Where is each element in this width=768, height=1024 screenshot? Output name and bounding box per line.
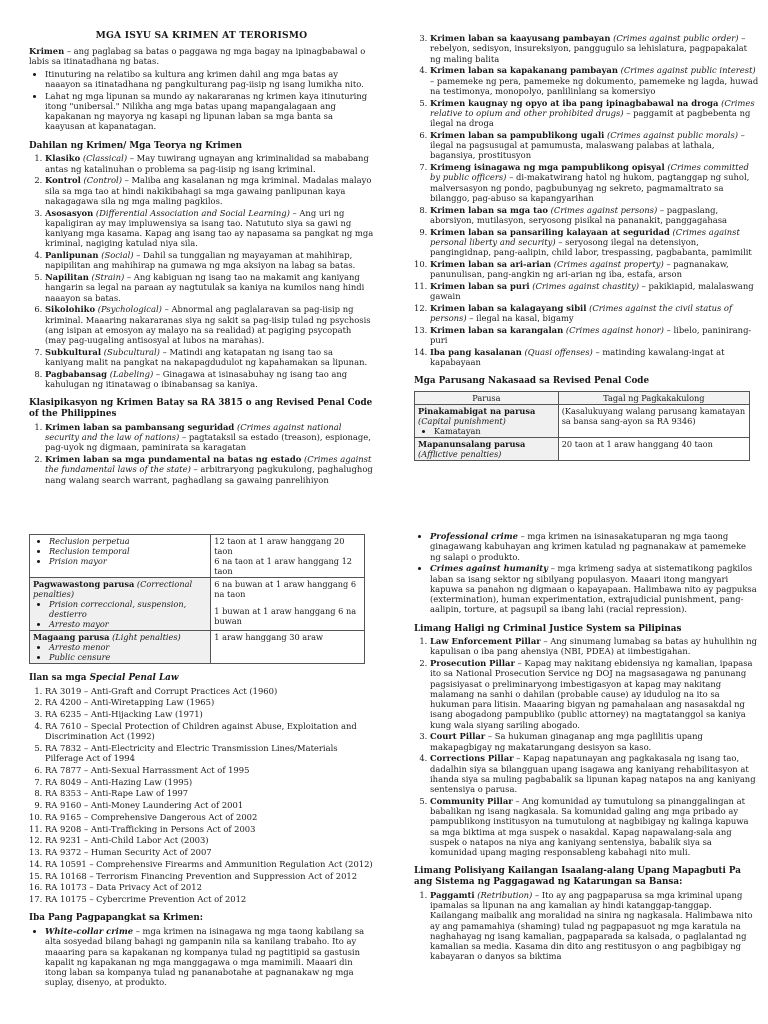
section-heading-klasipikasyon: Klasipikasyon ng Krimen Batay sa RA 3815 o ang Revised Penal Code of the Philippines (29, 398, 373, 420)
list-item: 5. Community Pillar – Ang komunidad ay tumutulong sa pinanggalingan at babalikan ng isang nagkasala. Sa komunidad galing ang mga pribado ay pampublikong institusyon na tumutulong at nagbibigay ng kalinga kapuwa sa mga biktima at mga suspek o nasakdal. Kapag napawalang-sala ang suspek o natapos na niya ang kaniyang sentensiya, babalik siya sa komunidad upang maging responsableng kabahagi nito muli. (430, 796, 759, 858)
list-item: • Arresto mayor (49, 619, 207, 629)
teorya-list (29, 153, 374, 389)
list-item: 10. RA 9165 – Comprehensive Dangerous Act of 2002 (45, 812, 374, 822)
list-item: 11. RA 9208 – Anti-Trafficking in Persons Act of 2003 (45, 824, 374, 834)
column-header: Tagal ng Pagkakakulong (558, 391, 749, 404)
list-item: • Crimes against humanity – mga krimeng sadya at sistematikong pagkilos laban sa isang sektor ng sibilyang populasyon. Maaari itong mangyari kapuwa sa panahon ng digmaan o kapayapaan. Halimbawa nito ay pagpuksa (extermination), human experimentation, extrajudicial punishment, pang-aalipin, torture, at pagsupil sa ibang lahi (racial repression). (430, 563, 759, 614)
table-row: Pinakamabigat na parusa (Capital punishment) • Kamatayan (Kasalukuyang walang parusang kamatayan sa bansa sang-ayon sa RA 9346) (415, 404, 750, 437)
special-penal-law-list (29, 686, 374, 905)
table-row: Pagwawastong parusa (Correctional penalties) • Prision correccional, suspension, destierro • Arresto mayor 6 na buwan at 1 araw hanggang 6 na taon 1 buwan at 1 araw hanggang 6 na buwan (30, 578, 365, 631)
list-item: 16. RA 10173 – Data Privacy Act of 2012 (45, 882, 374, 892)
list-item: • Reclusion temporal (49, 546, 207, 556)
column-bottom-left (29, 530, 374, 990)
iba-pang-list-part1 (29, 926, 374, 988)
section-heading-pillars: Limang Haligi ng Criminal Justice System sa Pilipinas (414, 623, 682, 634)
table-row (30, 535, 365, 578)
list-item: • Kamatayan (434, 426, 555, 436)
list-item: • Prision mayor (49, 556, 207, 566)
polisiya-list (414, 890, 759, 962)
list-item: 4. Krimen laban sa kapakanang pambayan (Crimes against public interest) – pamemeke ng pera, pamemeke ng dokumento, pamemeke ng lagda, huwad na testimonya, monopolyo, panlilinlang sa komersiyo (430, 65, 759, 96)
table-cell: 20 taon at 1 araw hanggang 40 taon (558, 437, 749, 460)
table-cell: 1 buwan at 1 araw hanggang 6 na buwan (214, 606, 357, 626)
list-item: 14. RA 10591 – Comprehensive Firearms and Ammunition Regulation Act (2012) (45, 859, 374, 869)
list-item: 13. Krimen laban sa karangalan (Crimes against honor) – libelo, paninirang-puri (430, 325, 759, 346)
table-cell: 12 taon at 1 araw hanggang 20 taon (214, 536, 345, 556)
list-item: 1. Klasiko (Classical) – May tuwirang ugnayan ang kriminalidad sa mababang antas ng katalinuhan o problema sa pag-iisip ng isang kriminal. (45, 153, 374, 174)
list-item: 7. Krimeng isinagawa ng mga pampublikong opisyal (Crimes committed by public officers) – di-makatwirang hatol ng hukom, pagtanggap ng suhol, malversasyon ng pondo, pagbubunyag ng sekreto, pagmamaltrato sa bilanggo, pag-abuso sa kapangyarihan (430, 162, 759, 203)
list-item: • Prision correccional, suspension, destierro (49, 599, 207, 619)
table-row: Mapanunsalang parusa (Afflictive penalties) 20 taon at 1 araw hanggang 40 taon (415, 437, 750, 460)
list-item: 1. Law Enforcement Pillar – Ang sinumang lumabag sa batas ay huhulihin ng kapulisan o iba pang ahensiya (NBI, PDEA) at iimbestigahan. (430, 636, 759, 657)
list-item: • Itinuturing na relatibo sa kultura ang krimen dahil ang mga batas ay naaayon sa itinatadhana ng pangkulturang pag-iisip ng isang lumikha nito. (45, 69, 374, 90)
list-item: • Professional crime – mga krimen na isinasakatuparan ng mga taong ginagawang kabuhayan ang krimen katulad ng pagnanakaw at pamemeke ng salapi o produkto. (430, 531, 759, 562)
list-item: 3. RA 6235 – Anti-Hijacking Law (1971) (45, 709, 374, 719)
list-item: 11. Krimen laban sa puri (Crimes against chastity) – pakikiapid, malalaswang gawain (430, 281, 759, 302)
list-item: 15. RA 10168 – Terrorism Financing Prevention and Suppression Act of 2012 (45, 871, 374, 881)
list-item: 2. Kontrol (Control) – Maliba ang kasalanan ng mga kriminal. Madalas malayo sila sa mga tao at hindi nakikibahagi sa mga gawaing panlipunan kaya nakagagawa sila ng mga maling pagkilos. (45, 175, 374, 206)
column-top-right (414, 32, 759, 461)
section-heading-parusa: Mga Parusang Nakasaad sa Revised Penal Code (414, 376, 650, 387)
column-top-left (29, 30, 374, 487)
list-item: 4. Panlipunan (Social) – Dahil sa tunggalian ng mayayaman at mahihirap, napipilitan ang mahihirap na gumawa ng mga aksiyon na labag sa batas. (45, 250, 374, 271)
list-item: 2. Krimen laban sa mga pundamental na batas ng estado (Crimes against the fundamental laws of the state) – arbitraryong pagkukulong, paghalughog nang walang search warrant, paghadlang sa gawaing panrelihiyon (45, 454, 374, 485)
list-item: 3. Court Pillar – Sa hukuman ginaganap ang mga paglilitis upang makapagbigay ng makatarungang desisyon sa kaso. (430, 731, 759, 752)
penalty-table (414, 391, 750, 461)
list-item: 12. RA 9231 – Anti-Child Labor Act (2003) (45, 835, 374, 845)
list-item: 9. RA 9160 – Anti-Money Laundering Act of 2001 (45, 800, 374, 810)
list-item: 5. RA 7832 – Anti-Electricity and Electric Transmission Lines/Materials Pilferage Act of 1994 (45, 743, 374, 764)
page-title: MGA ISYU SA KRIMEN AT TERORISMO (95, 30, 308, 41)
penalty-table-continued (29, 534, 365, 664)
section-heading-teorya: Dahilan ng Krimen/ Mga Teorya ng Krimen (29, 140, 243, 151)
column-header: Parusa (415, 391, 559, 404)
list-item: 10. Krimen laban sa ari-arian (Crimes against property) – pagnanakaw, panunulisan, pang-angkin ng ari-arian ng iba, estafa, arson (430, 259, 759, 280)
list-item: 6. Sikolohiko (Psychological) – Abnormal ang paglalaravan sa pag-iisip ng kriminal. Maaaring nakararanas siya ng sakit sa pag-iisip tulad ng psychosis (ang isipan at emosyon ay malayo na sa realidad) at pagiging psycopath (may pag-uugaling antisosyal at lubos na marahas). (45, 304, 374, 345)
list-item: 8. RA 8353 – Anti-Rape Law of 1997 (45, 788, 374, 798)
table-header-row (415, 391, 750, 404)
list-item: 1. Paggamti (Retribution) – Ito ay ang pagpaparusa sa mga kriminal upang ipamalas sa lipunan na ang kamalian ay hindi katanggap-tanggap. Kailangang maibalik ang moralidad na sinira ng nagkasala. Halimbawa nito ay ang pamamahiya (shaming) tulad ng pagpapasuot ng mga karatula na naghahayag ng isang kamalian, pagpaparada sa kalsada, o paglalantad ng kamalian sa media. Kasama din dito ang restitusyon o ang pagbibigay ng kabayaran o danyos sa biktima (430, 890, 759, 962)
list-item: • Reclusion perpetua (49, 536, 207, 546)
list-item: 3. Asosasyon (Differential Association and Social Learning) – Ang uri ng kapaligiran ay may impluwensiya sa isang tao. Natututo siya sa gawi ng kaniyang mga kasama. Kapag ang isang tao ay napasama sa pangkat ng mga kriminal, nagiging katulad niya sila. (45, 208, 374, 249)
section-heading-polisiya: Limang Polisiyang Kailangan Isaalang-alang Upang Mapagbuti Pa ang Sistema ng Paggagawad ng Katarungan sa Bansa: (414, 866, 741, 888)
table-cell: 1 araw hanggang 30 araw (211, 631, 365, 664)
list-item: 1. Krimen laban sa pambansang seguridad (Crimes against national security and the law of nations) – pagtataksil sa estado (treason), espionage, pag-uyok ng digmaan, paminirata sa karagatan (45, 422, 374, 453)
klasipikasyon-list-part1 (29, 422, 374, 485)
section-heading-special-penal-law: Ilan sa mga Special Penal Law (29, 673, 179, 683)
list-item: 1. RA 3019 – Anti-Graft and Corrupt Practices Act (1960) (45, 686, 374, 696)
list-item: 5. Krimen kaugnay ng opyo at iba pang ipinagbabawal na droga (Crimes relative to opium and other prohibited drugs) – paggamit at pagbebenta ng ilegal na droga (430, 98, 759, 129)
list-item: 13. RA 9372 – Human Security Act of 2007 (45, 847, 374, 857)
list-item: 6. Krimen laban sa pampublikong ugali (Crimes against public morals) – ilegal na pagsusugal at pamumusta, malaswang palabas at lathala, bagansiya, prostitusyon (430, 130, 759, 161)
iba-pang-list-part2 (414, 531, 759, 615)
list-item: 8. Pagbabansag (Labeling) – Ginagawa at isinasabuhay ng isang tao ang kahulugan ng itinatawag o ibinabansag sa kaniya. (45, 369, 374, 390)
list-item: 17. RA 10175 – Cybercrime Prevention Act of 2012 (45, 894, 374, 904)
list-item: • Public censure (49, 652, 207, 662)
table-cell: (Kasalukuyang walang parusang kamatayan sa bansa sang-ayon sa RA 9346) (558, 404, 749, 437)
list-item: 5. Napilitan (Strain) – Ang kabiguan ng isang tao na makamit ang kaniyang hangarin sa legal na paraan ay nagtutulak sa kaniya na kumilos nang hindi naaayon sa batas. (45, 272, 374, 303)
list-item: 2. Prosecution Pillar – Kapag may nakitang ebidensiya ng kamalian, ipapasa ito sa National Prosecution Service ng DOJ na magsasagawa ng panunang pagsisiyasat o preliminaryong imbestigasyon at kapag may nakitang malamang na sanhi o dahilan (probable cause) ay idudulog na ito sa hukuman para litisin. Maaaring bigyan ng pamahalaan ang nasasakdal ng isang abogadong pampubliko (public attorney) na magtatanggol sa kaniya kung wala siyang sariling abogado. (430, 658, 759, 730)
table-cell: 6 na buwan at 1 araw hanggang 6 na taon (214, 579, 357, 599)
krimen-definition: Krimen – ang paglabag sa batas o paggawa ng mga bagay na ipinagbabawal o labis sa itinatadhana ng batas. (29, 46, 366, 67)
list-item: 7. RA 8049 – Anti-Hazing Law (1995) (45, 777, 374, 787)
definition-term: Krimen (29, 46, 65, 57)
list-item: 2. RA 4200 – Anti-Wiretapping Law (1965) (45, 697, 374, 707)
list-item: 4. Corrections Pillar – Kapag napatunayan ang pagkakasala ng isang tao, dadalhin siya sa bilangguan upang isagawa ang kaniyang rehabilitasyon at ihanda siya sa muling pagbabalik sa lipunan kapag natapos na ang kaniyang sentensiya o parusa. (430, 753, 759, 794)
list-item: 3. Krimen laban sa kaayusang pambayan (Crimes against public order) – rebelyon, sedisyon, insureksiyon, panggugulo sa lehislatura, pagpapakalat ng maling balita (430, 33, 759, 64)
table-row: Magaang parusa (Light penalties) • Arresto menor • Public censure 1 araw hanggang 30 araw (30, 631, 365, 664)
klasipikasyon-list-part2 (414, 33, 759, 367)
list-item: • White-collar crime – mga krimen na isinagawa ng mga taong kabilang sa alta sosyedad bilang bahagi ng gampanin nila sa kanilang trabaho. Ito ay maaaring para sa kapakanan ng kompanya tulad ng pagtitipid sa gastusin kapalit ng kapakanan ng mga manggagawa o mga mamimili. Maaari din itong laban sa kompanya tulad ng pananabotahe at pagnanakaw ng mga suplay, disenyo, at produkto. (45, 926, 374, 988)
table-cell: 6 na taon at 1 araw hanggang 12 taon (214, 556, 353, 576)
column-bottom-right (414, 530, 759, 964)
list-item: 4. RA 7610 – Special Protection of Children against Abuse, Exploitation and Discrimination Act (1992) (45, 721, 374, 742)
list-item: 7. Subkultural (Subcultural) – Matindi ang katapatan ng isang tao sa kaniyang malit na pangkat na nakapagdudulot ng kapahamakan sa lipunan. (45, 347, 374, 368)
list-item: • Arresto menor (49, 642, 207, 652)
list-item: 6. RA 7877 – Anti-Sexual Harrassment Act of 1995 (45, 765, 374, 775)
list-item: 14. Iba pang kasalanan (Quasi offenses) – matinding kawalang-ingat at kapabayaan (430, 347, 759, 368)
list-item: 9. Krimen laban sa pansariling kalayaan at seguridad (Crimes against personal liberty and security) – seryosong ilegal na detensiyon, pangingidnap, pang-aalipin, child labor, trespassing, pagbabanta, pamimilit (430, 227, 759, 258)
krimen-bullets (29, 69, 374, 132)
section-heading-iba-pang: Iba Pang Pagpapangkat sa Krimen: (29, 913, 204, 924)
list-item: 12. Krimen laban sa kalagayang sibil (Crimes against the civil status of persons) – ilegal na kasal, bigamy (430, 303, 759, 324)
list-item: 8. Krimen laban sa mga tao (Crimes against persons) – pagpaslang, aborsiyon, mutilasyon, seryosong pisikal na pananakit, panggagahasa (430, 205, 759, 226)
pillars-list (414, 636, 759, 857)
list-item: • Lahat ng mga lipunan sa mundo ay nakararanas ng krimen kaya itinuturing itong "unibersal." Nilikha ang mga batas upang mapangalagaan ang kapakanan ng mayorya ng kasapi ng lipunan laban sa mga banta sa kaayusan at kapanatagan. (45, 91, 374, 132)
